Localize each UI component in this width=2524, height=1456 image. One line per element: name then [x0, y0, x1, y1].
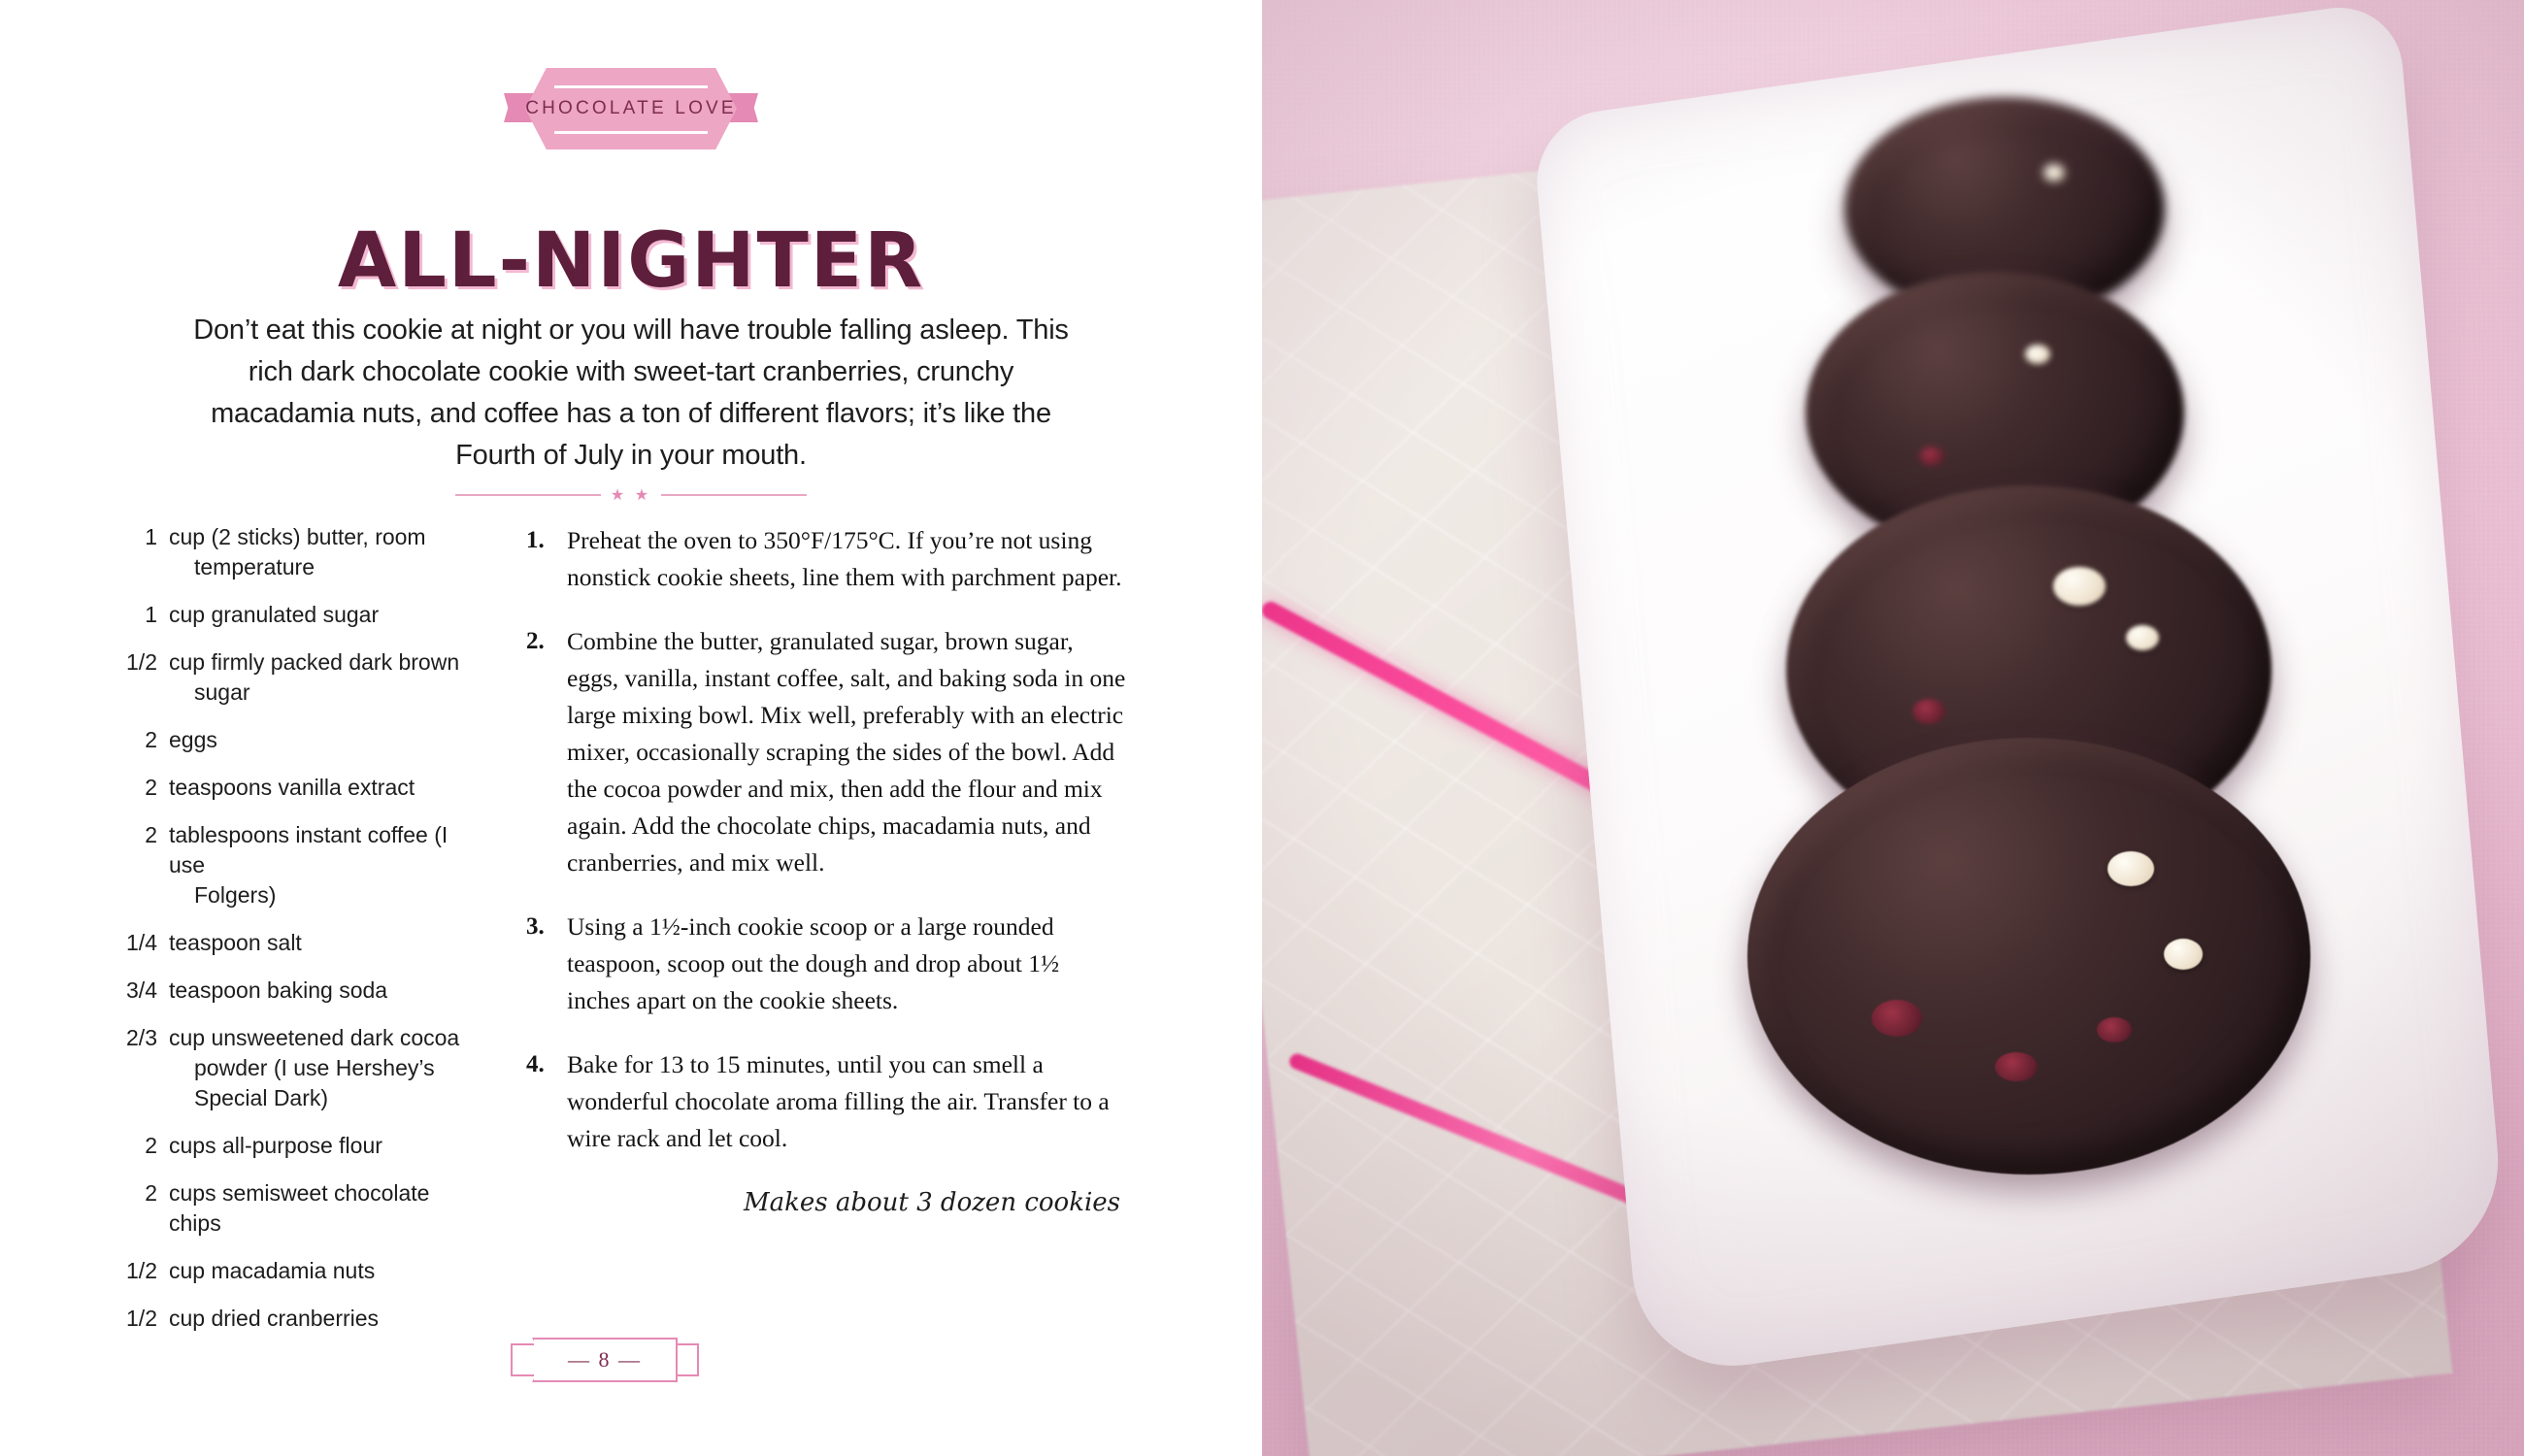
ingredient-text: cup granulated sugar	[169, 602, 380, 627]
step-text: Preheat the oven to 350°F/175°C. If you’re not using nonstick cookie sheets, line them with parchment paper.	[567, 526, 1122, 591]
ingredient-amount: 1	[145, 524, 157, 549]
instruction-step	[526, 522, 1128, 596]
ingredient-text: tablespoons instant coffee (I use Folgers)	[169, 822, 448, 908]
divider-stars: ★ ★	[610, 487, 652, 504]
divider-rule-right	[661, 494, 807, 496]
ingredient-amount: 2/3	[126, 1025, 157, 1050]
ingredient-item	[105, 773, 483, 803]
ingredient-text: teaspoon baking soda	[169, 977, 388, 1003]
chapter-badge	[0, 60, 1262, 157]
ingredient-item	[105, 976, 483, 1006]
ingredient-item	[105, 1304, 483, 1334]
cookie-front	[1747, 738, 2310, 1175]
page-number-label: — 8 —	[568, 1347, 642, 1372]
white-chip	[2108, 851, 2154, 886]
ingredient-text: cup macadamia nuts	[169, 1258, 376, 1283]
white-chip	[2053, 567, 2106, 606]
ingredient-amount: 1/4	[126, 930, 157, 955]
ingredient-text: eggs	[169, 727, 217, 752]
ingredient-item	[105, 1131, 483, 1161]
ingredient-text: cup dried cranberries	[169, 1306, 380, 1331]
step-number: 2.	[526, 628, 545, 654]
ingredient-item	[105, 928, 483, 958]
ingredient-amount: 3/4	[126, 977, 157, 1003]
section-divider	[0, 485, 1262, 505]
ingredient-amount: 2	[145, 775, 157, 800]
ingredient-text: cups semisweet chocolate chips	[169, 1180, 430, 1236]
white-chip	[2025, 345, 2050, 364]
white-chip	[2043, 164, 2065, 182]
recipe-photo	[1262, 0, 2524, 1456]
page-number-banner	[532, 1338, 678, 1382]
white-chip	[2126, 625, 2159, 650]
ingredient-text: teaspoons vanilla extract	[169, 775, 415, 800]
recipe-yield: Makes about 3 dozen cookies	[744, 1188, 1120, 1217]
instruction-step	[526, 623, 1128, 881]
step-text: Bake for 13 to 15 minutes, until you can smell a wonderful chocolate aroma filling the air. Transfer to a wire rack and let cool.	[567, 1050, 1110, 1152]
ingredient-text: cup (2 sticks) butter, room temperature	[169, 524, 426, 579]
banner-tail-left	[511, 1343, 534, 1376]
ingredient-text: teaspoon salt	[169, 930, 302, 955]
badge-rule-bottom	[554, 131, 708, 134]
ingredient-text: cups all-purpose flour	[169, 1133, 382, 1158]
cranberry-bit	[1995, 1052, 2038, 1081]
ingredient-item	[105, 1023, 483, 1113]
ingredient-text: cup unsweetened dark cocoa powder (I use Hershey’s Special Dark)	[169, 1025, 460, 1110]
ingredient-item	[105, 725, 483, 755]
step-text: Combine the butter, granulated sugar, brown sugar, eggs, vanilla, instant coffee, salt, and baking soda in one large mixing bowl. Mix well, preferably with an electric mixer, occasionally scraping the sides of the bowl. Add the cocoa powder and mix, then add the flour and mix again. Add the chocolate chips, macadamia nuts, and cranberries, and mix well.	[567, 627, 1126, 877]
cranberry-bit	[1872, 1000, 1922, 1037]
ingredient-item	[105, 1256, 483, 1286]
ingredient-item	[105, 1178, 483, 1239]
ingredient-amount: 2	[145, 727, 157, 752]
ingredient-amount: 1/2	[126, 1258, 157, 1283]
ingredient-amount: 1	[145, 602, 157, 627]
step-number: 4.	[526, 1051, 545, 1077]
badge-rule-top	[554, 85, 708, 88]
ingredient-amount: 1/2	[126, 649, 157, 675]
recipe-intro: Don’t eat this cookie at night or you will have trouble falling asleep. This rich dark chocolate cookie with sweet-tart cranberries, crunchy macadamia nuts, and coffee has a ton of different flavors; it’s like the Fourth of July in your mouth.	[193, 314, 1069, 471]
badge-label: CHOCOLATE LOVE	[525, 98, 737, 118]
ingredient-amount: 2	[145, 822, 157, 847]
ingredient-item	[105, 820, 483, 910]
badge-shape	[504, 60, 758, 157]
ingredients-list	[105, 522, 483, 1351]
recipe-columns	[105, 522, 1163, 1351]
divider-rule-left	[455, 494, 601, 496]
cranberry-bit	[2097, 1017, 2132, 1042]
step-number: 3.	[526, 913, 545, 940]
banner-tail-right	[676, 1343, 699, 1376]
ingredient-item	[105, 522, 483, 582]
step-text: Using a 1½-inch cookie scoop or a large rounded teaspoon, scoop out the dough and drop about 1½ inches apart on the cookie sheets.	[567, 912, 1060, 1014]
ingredient-amount: 1/2	[126, 1306, 157, 1331]
macadamia-nut	[2164, 939, 2203, 970]
step-number: 1.	[526, 527, 545, 553]
cranberry-bit	[1919, 447, 1944, 466]
instruction-step	[526, 1046, 1128, 1157]
ingredient-amount: 2	[145, 1133, 157, 1158]
ingredient-item	[105, 647, 483, 708]
instructions-list	[526, 522, 1128, 1351]
cranberry-bit	[1912, 699, 1945, 724]
ingredient-text: cup firmly packed dark brown sugar	[169, 649, 460, 705]
ingredient-amount: 2	[145, 1180, 157, 1206]
recipe-title: ALL-NIGHTER	[337, 217, 925, 306]
instruction-step	[526, 909, 1128, 1019]
ingredient-item	[105, 600, 483, 630]
